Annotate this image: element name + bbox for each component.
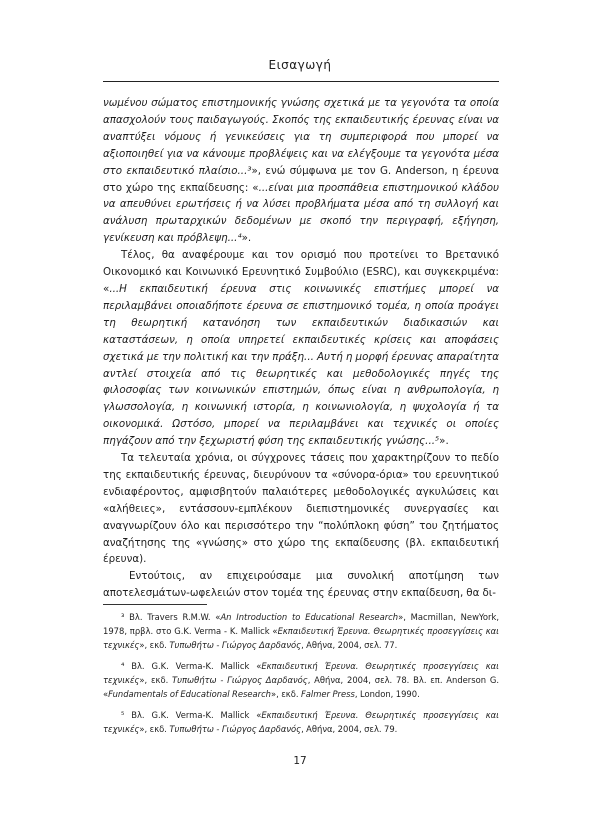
paragraph-2: [103, 247, 499, 450]
footnotes.0-run: ³: [121, 612, 125, 622]
paragraphs.0-run: ⁴: [237, 232, 242, 245]
footnotes.0-run: », εκδ.: [139, 640, 170, 650]
footnotes.0-run: », Macmillan, NewYork, 1978, πρβλ. στο G.K. Verma - K. Mallick «: [103, 612, 499, 636]
paragraphs.1-run: ».: [439, 435, 449, 448]
page-number: 17: [293, 755, 307, 767]
paragraph-3: [103, 450, 499, 568]
paragraphs.0-run: ».: [241, 232, 252, 245]
running-head: Εισαγωγή: [268, 58, 332, 72]
footnotes.0-run: Βλ. Travers R.M.W. «: [124, 612, 221, 622]
footnotes.2-run: », εκδ.: [139, 724, 170, 734]
footnote-rule: [103, 604, 207, 605]
footnotes.1-run: », εκδ.: [139, 675, 173, 685]
body-text: [103, 95, 499, 602]
footnotes.0-run: An Introduction to Educational Research: [220, 612, 399, 622]
paragraphs.3-run: Εντούτοις, αν επιχειρούσαμε μια συνολική αποτίμηση των αποτελεσμάτων-ωφελειών στον τομέα της έρευνας στην εκπαίδευση, θα δι-: [103, 570, 499, 600]
paragraphs.2-run: Τα τελευταία χρόνια, οι σύγχρονες τάσεις που χαρακτηρίζουν το πεδίο της εκπαιδευτικής έρευνας, διευρύνουν τα «σύνορα-όρια» του ερευνητικού ενδιαφέροντος, αμφισβητούν παλαιότερες μεθοδολογικές αγκυλώσεις και «αλήθειες», εντάσσουν-εμπλέκουν διεπιστημονικές συνεργασίες και αναγνωρίζουν όλο και περισσότερο την “πολύπλοκη φύση” του ζητήματος αναζήτησης της «γνώσης» στο χώρο της εκπαίδευσης (βλ. εκπαιδευτική έρευνα).: [103, 452, 499, 566]
footnote-4: [103, 659, 499, 701]
header-rule: [103, 81, 499, 82]
footnotes.2-run: Εκπαιδευτική Έρευνα. Θεωρητικές προσεγγίσεις και τεχνικές: [103, 710, 499, 734]
paragraph-4: [103, 568, 499, 602]
paragraphs.0-run: νωμένου σώματος επιστημονικής γνώσης σχετικά με τα γεγονότα τα οποία απασχολούν τους παιδαγωγούς. Σκοπός της εκπαιδευτικής έρευνας είναι να αναπτύξει νόμους ή γενικεύσεις για τη συμπεριφορά που μπορεί να αξιοποιηθεί για να κάνουμε προβλέψεις και να ελέγξουμε τα γεγονότα μέσα στο εκπαιδευτικό πλαίσιο...: [103, 97, 499, 177]
footnotes.2-run: Τυπωθήτω - Γιώργος Δαρδανός: [169, 724, 302, 734]
paragraphs.0-run: », ενώ σύμφωνα με τον G. Anderson, η έρευνα στο χώρο της εκπαίδευσης: «: [103, 164, 499, 194]
footnotes.0-run: Τυπωθήτω - Γιώργος Δαρδανός: [169, 640, 302, 650]
footnotes.1-run: ⁴: [121, 661, 125, 671]
paragraph-1: [103, 95, 499, 247]
footnotes.0-run: Εκπαιδευτική Έρευνα. Θεωρητικές προσεγγίσεις και τεχνικές: [103, 626, 500, 650]
footnotes.1-run: , London, 1990.: [354, 689, 420, 699]
footnotes.2-run: Βλ. G.K. Verma-K. Mallick «: [124, 710, 262, 720]
paragraphs.0-run: ³: [247, 164, 252, 177]
paragraphs.1-run: ...Η εκπαιδευτική έρευνα στις κοινωνικές επιστήμες μπορεί να περιλαμβάνει οποιαδήποτε έρευνα σε επιστημονικό τομέα, η οποία προάγει τη θεωρητική κατανόηση των εκπαιδευτικών διαδικασιών και καταστάσεων, η οποία υπηρετεί εκπαιδευτικές κρίσεις και αποφάσεις σχετικά με την πολιτική και την πράξη... Αυτή η μορφή έρευνας απαραίτητα αντλεί στοιχεία από τις θεωρητικές και μεθοδολογικές πηγές της φιλοσοφίας των κοινωνικών επιστημών, όπως είναι η ανθρωπολογία, η γλωσσολογία, η κοινωνική ιστορία, η κοινωνιολογία, η ψυχολογία ή τα οικονομικά. Ωστόσο, μπορεί να περιλαμβάνει και τεχνικές οι οποίες πηγάζουν από την ξεχωριστή φύση της εκπαιδευτικής γνώσης...: [103, 282, 499, 448]
footnotes.1-run: Τυπωθήτω - Γιώργος Δαρδανός: [172, 675, 308, 685]
paragraphs.1-run: ⁵: [435, 435, 440, 448]
footnotes.2-run: ⁵: [121, 710, 125, 720]
footnotes.1-run: Εκπαιδευτική Έρευνα. Θεωρητικές προσεγγίσεις και τεχνικές: [103, 661, 499, 685]
footnotes.1-run: Falmer Press: [300, 689, 355, 699]
footnote-3: [103, 610, 499, 652]
footnotes.0-run: , Αθήνα, 2004, σελ. 77.: [301, 640, 398, 650]
footnotes: [103, 610, 499, 743]
footnotes.1-run: », εκδ.: [270, 689, 301, 699]
footnotes.1-run: Fundamentals of Educational Research: [108, 689, 271, 699]
footnotes.1-run: , Αθήνα, 2004, σελ. 78. Βλ. επ. Anderson G. «: [103, 675, 499, 699]
paragraphs.1-run: Τέλος, θα αναφέρουμε και τον ορισμό που προτείνει το Βρετανικό Οικονομικό και Κοινωνικό Ερευνητικό Συμβούλιο (ESRC), και συγκεκριμένα: «: [103, 249, 499, 295]
footnotes.2-run: , Αθήνα, 2004, σελ. 79.: [301, 724, 398, 734]
footnote-5: [103, 708, 499, 736]
footnotes.1-run: Βλ. G.K. Verma-K. Mallick «: [124, 661, 262, 671]
paragraphs.0-run: ...είναι μια προσπάθεια επιστημονικού κλάδου να απευθύνει ερωτήσεις ή να λύσει προβλήματα μέσα από τη συλλογή και ανάλυση πρωταρχικών δεδομένων με σκοπό την περιγραφή, εξήγηση, γενίκευση και πρόβλεψη...: [103, 181, 499, 245]
